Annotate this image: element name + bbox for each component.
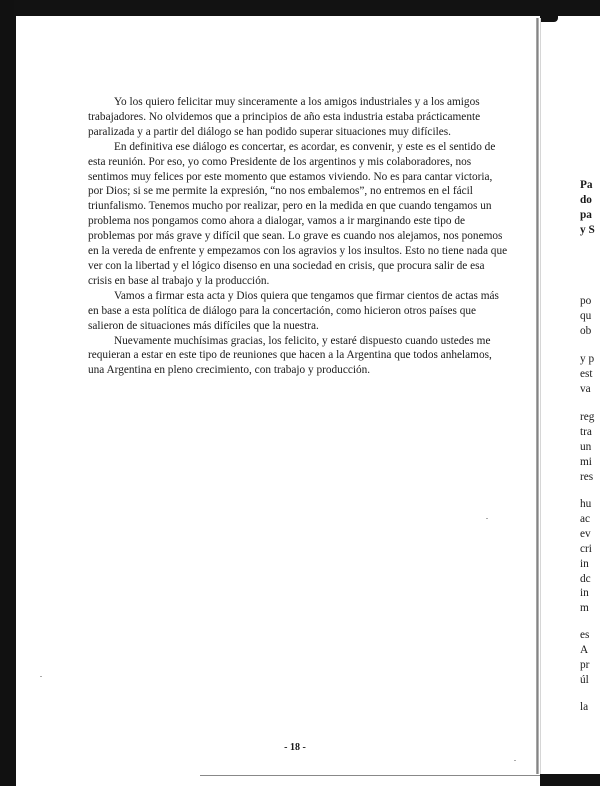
paragraph-2: En definitiva ese diálogo es concertar, es acordar, es convenir, y este es el sentido de esta reunión. Por eso, yo como Presidente de los argentinos y mis colaboradores, nos sentimos muy felices por este momento que estamos viviendo. No es para cantar victoria, por Dios; si se me permite la expresión, “no nos embalemos”, no entremos en el fácil triunfalismo. Tenemos mucho por realizar, pero en la medida en que cuando tengamos un problema nos pongamos como ahora a dialogar, vamos a ir marginando este tipo de problemas por más grave y difícil que sean. Lo grave es cuando nos alejamos, nos ponemos en la vereda de enfrente y empezamos con los agravios y los insultos. Esto no tiene nada que ver con la libertad y el lógico disenso en una sociedad en crisis, que procura salir de esa crisis en base al trabajo y la producción.	[88, 140, 508, 287]
next-page-fragment: y p	[580, 353, 595, 365]
scan-speck	[486, 518, 488, 519]
book-spine-edge	[540, 18, 541, 774]
next-page-heading-line: y S	[580, 223, 595, 236]
next-page-fragment: m	[580, 602, 589, 615]
next-page-fragment: pr	[580, 658, 590, 671]
next-page-block-6	[580, 700, 600, 715]
next-page-fragment: es	[580, 629, 590, 641]
book-spine	[536, 18, 539, 774]
next-page-fragment: cri	[580, 542, 592, 555]
next-page-fragment: la	[580, 701, 589, 713]
next-page-fragment: dc	[580, 572, 591, 585]
scan-speck	[514, 760, 516, 761]
next-page-fragment: un	[580, 440, 592, 453]
scan-top-edge	[14, 0, 600, 16]
speech-body	[88, 95, 508, 378]
next-page-fragment: úl	[580, 673, 589, 686]
scan-bottom-edge	[540, 774, 600, 786]
next-page-fragment: tra	[580, 425, 592, 438]
next-page-fragment: ev	[580, 527, 591, 540]
next-page-fragment: ob	[580, 324, 592, 337]
next-page-block-2	[580, 352, 600, 397]
scan-bottom-line	[200, 775, 545, 776]
next-page-fragment: A	[580, 643, 589, 656]
scan-speck	[40, 676, 42, 677]
next-page-fragment: est	[580, 367, 593, 380]
next-page-fragment: reg	[580, 411, 595, 423]
paragraph-1: Yo los quiero felicitar muy sinceramente a los amigos industriales y a los amigos trabajadores. No olvidemos que a principios de año esta industria estaba prácticamente paralizada y a partir del diálogo se han podido superar situaciones muy difíciles.	[88, 96, 481, 138]
next-page-fragment: va	[580, 382, 591, 395]
next-page-heading-line: pa	[580, 208, 592, 221]
next-page-fragment: mi	[580, 455, 592, 468]
next-page-fragment: in	[580, 557, 589, 570]
next-page-block-3	[580, 410, 600, 485]
scan-left-edge	[0, 0, 16, 786]
next-page-fragment: qu	[580, 309, 592, 322]
page-number: - 18 -	[284, 742, 306, 753]
next-page-fragment: ac	[580, 512, 591, 525]
next-page-fragment: res	[580, 470, 594, 483]
next-page-block-1	[580, 294, 600, 339]
next-page-heading-line: Pa	[580, 179, 593, 191]
next-page-block-5	[580, 628, 600, 688]
paragraph-3: Vamos a firmar esta acta y Dios quiera que tengamos que firmar cientos de actas más en base a esta política de diálogo para la concertación, como hicieron otros países que salieron de situaciones más difíciles que la nuestra.	[88, 289, 499, 332]
scan-top-notch	[540, 14, 558, 22]
paragraph-4: Nuevamente muchísimas gracias, los felicito, y estaré dispuesto cuando ustedes me requieran a estar en este tipo de reuniones que hacen a la Argentina que todos anhelamos, una Argentina en pleno crecimiento, con trabajo y producción.	[88, 334, 492, 377]
next-page-fragment: po	[580, 295, 592, 307]
next-page-heading	[580, 178, 600, 238]
next-page-fragment: in	[580, 587, 589, 600]
next-page-heading-line: do	[580, 193, 592, 206]
next-page-fragment: hu	[580, 498, 592, 510]
next-page-block-4	[580, 497, 600, 616]
